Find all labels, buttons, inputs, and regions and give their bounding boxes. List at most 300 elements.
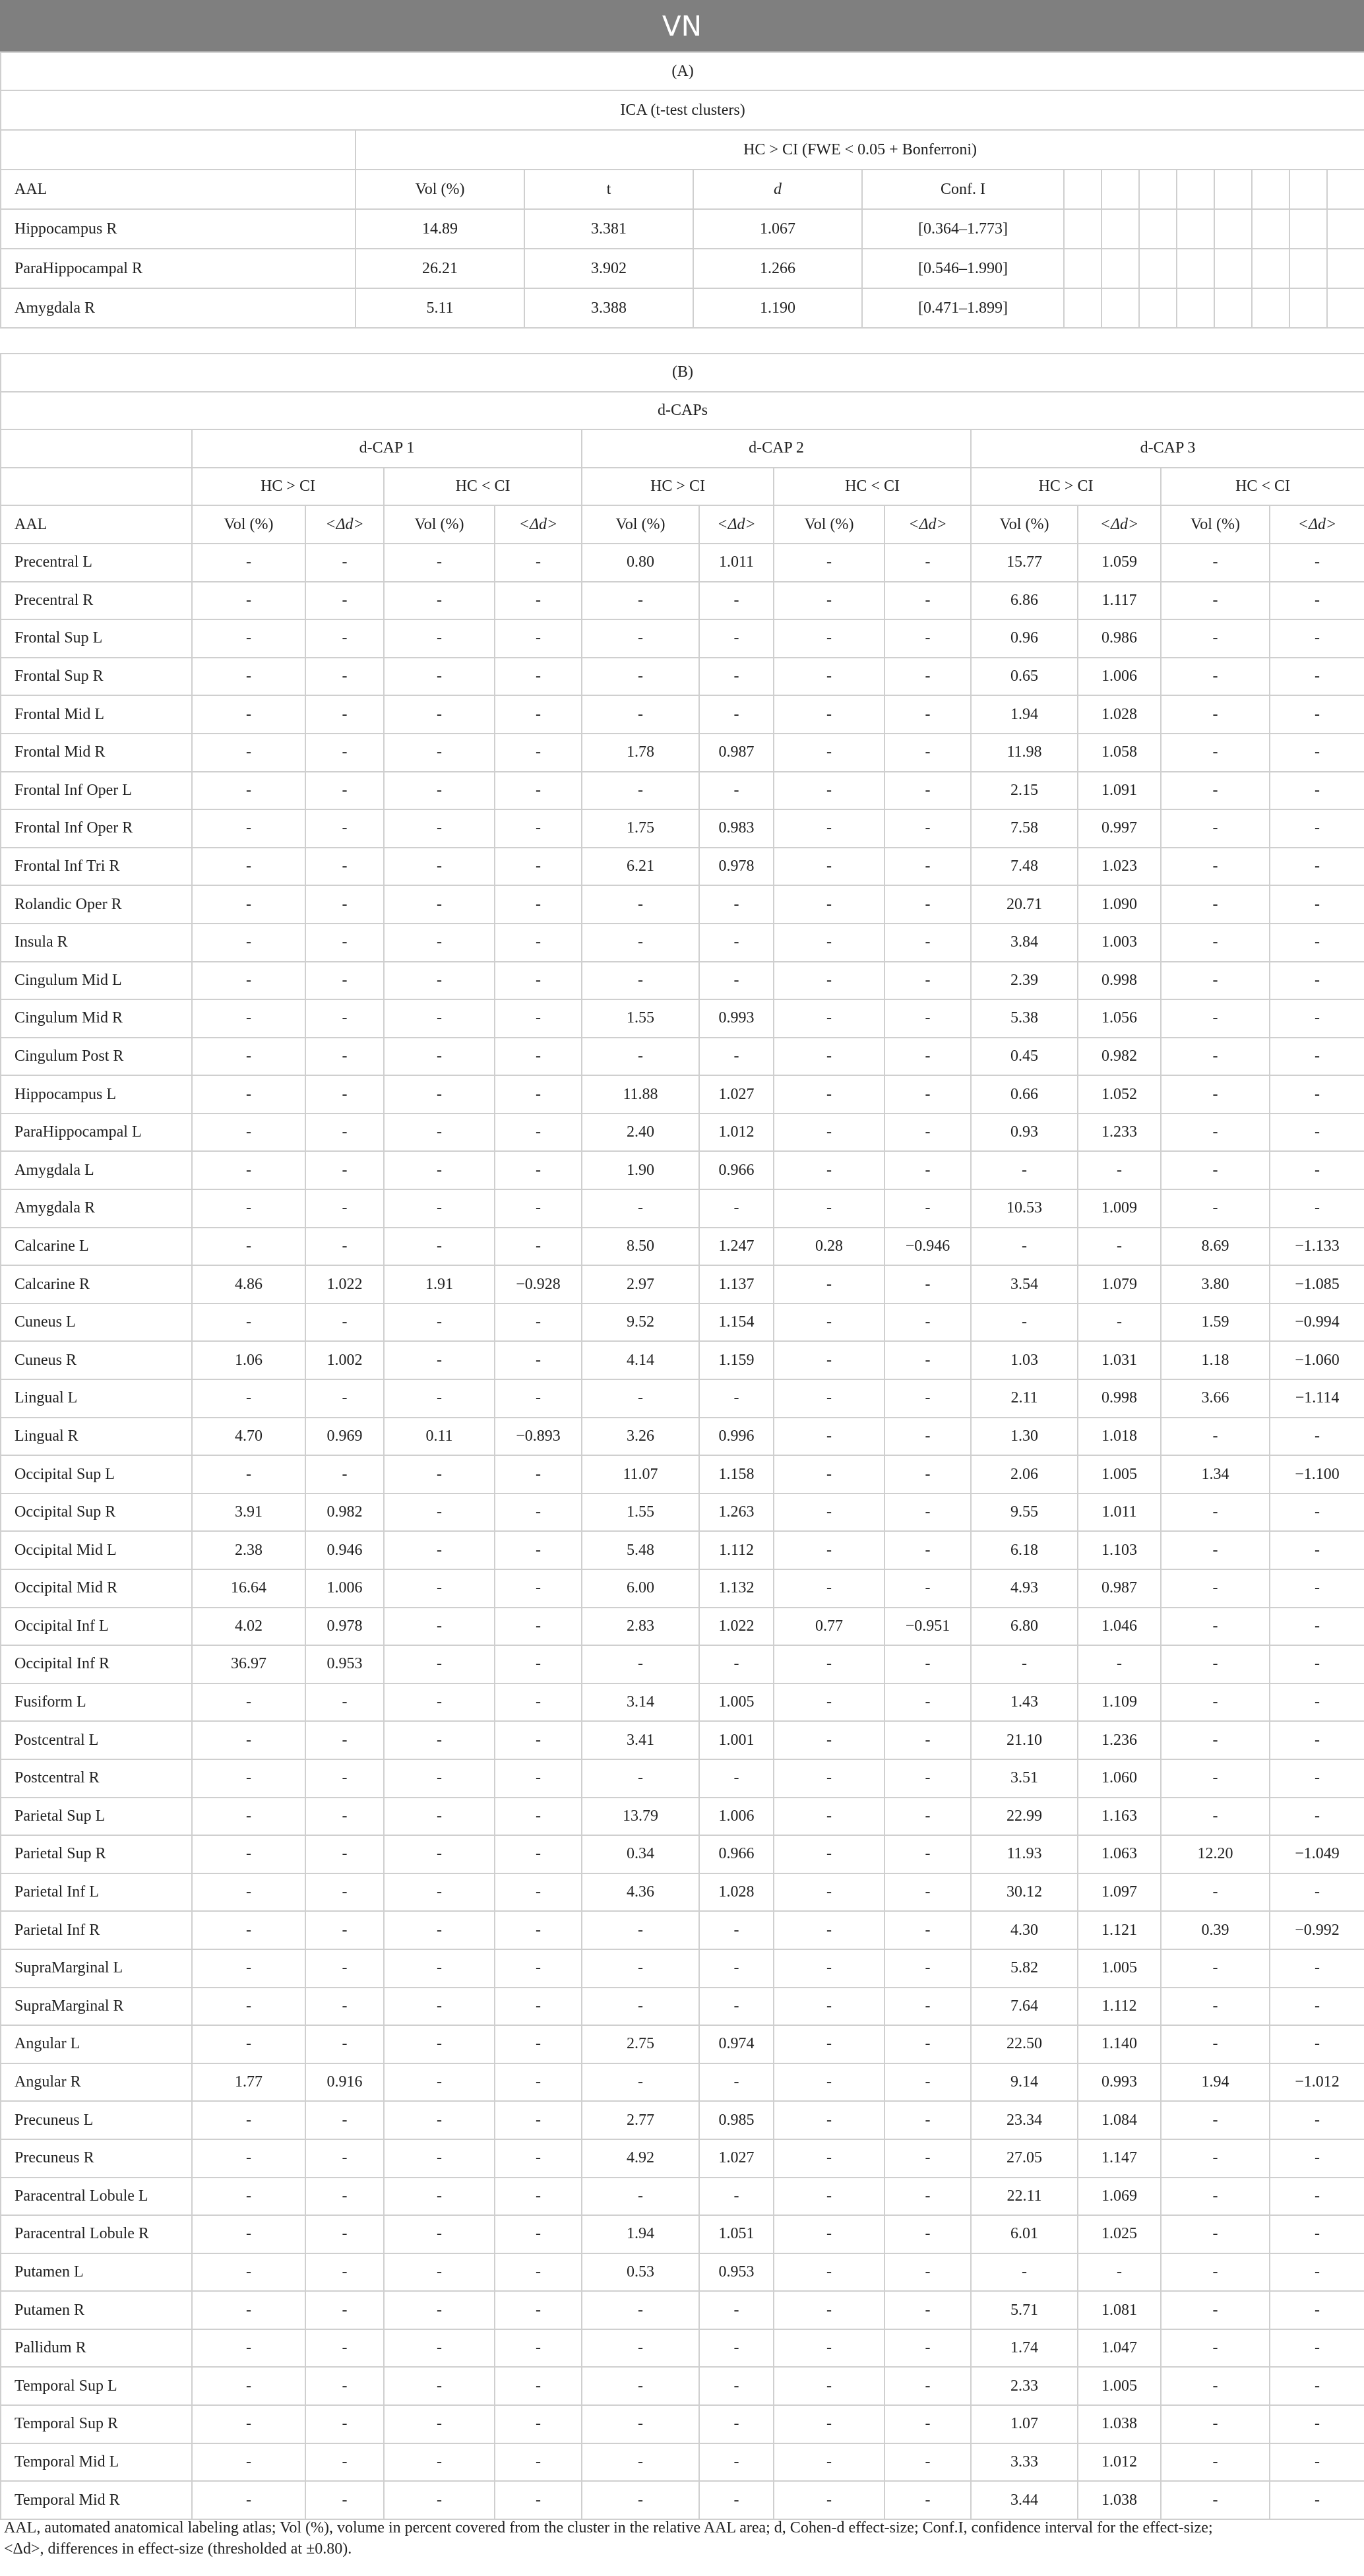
value-cell: 21.10 <box>971 1721 1078 1759</box>
footnote <box>0 2517 1364 2560</box>
value-cell: - <box>192 2481 305 2519</box>
table-row <box>1 1569 1364 1608</box>
value-cell: - <box>774 1835 884 1873</box>
value-cell: - <box>884 1569 971 1608</box>
value-cell: 6.80 <box>971 1608 1078 1646</box>
region-cell: Hippocampus L <box>1 1075 192 1114</box>
value-cell: - <box>774 1988 884 2026</box>
value-cell: - <box>884 1835 971 1873</box>
value-cell: - <box>1161 1189 1270 1228</box>
value-cell: 1.052 <box>1078 1075 1161 1114</box>
contrast-header: HC > CI <box>192 468 384 506</box>
empty-cell <box>1252 209 1289 249</box>
value-cell: 0.969 <box>305 1418 384 1456</box>
value-cell: 0.966 <box>699 1835 774 1873</box>
value-cell: - <box>305 1114 384 1152</box>
value-cell: - <box>192 2025 305 2063</box>
value-cell: - <box>699 695 774 734</box>
table-row <box>1 1189 1364 1228</box>
value-cell: - <box>305 1228 384 1266</box>
value-cell: 1.038 <box>1078 2405 1161 2443</box>
value-cell: 7.58 <box>971 809 1078 848</box>
value-cell: 0.997 <box>1078 809 1161 848</box>
value-cell: - <box>774 885 884 924</box>
value-cell: 1.266 <box>693 249 862 288</box>
value-cell: - <box>699 619 774 658</box>
table-row <box>1 544 1364 582</box>
value-cell: - <box>884 1798 971 1836</box>
value-cell: 1.263 <box>699 1493 774 1532</box>
value-cell: - <box>1270 885 1364 924</box>
value-cell: - <box>1161 2178 1270 2216</box>
value-cell: - <box>384 2329 495 2368</box>
table-row <box>1 809 1364 848</box>
value-cell: - <box>1161 695 1270 734</box>
table-row <box>1 1379 1364 1418</box>
value-cell: 1.154 <box>699 1304 774 1342</box>
empty-cell <box>1177 209 1214 249</box>
value-cell: 0.28 <box>774 1228 884 1266</box>
value-cell: - <box>1161 2215 1270 2253</box>
value-cell: - <box>1270 1721 1364 1759</box>
value-cell: - <box>495 1645 582 1683</box>
value-cell: 1.051 <box>699 2215 774 2253</box>
value-cell: - <box>192 2178 305 2216</box>
value-cell: 1.94 <box>1161 2063 1270 2102</box>
value-cell: - <box>774 2215 884 2253</box>
empty-cell <box>1139 249 1177 288</box>
value-cell: 6.86 <box>971 582 1078 620</box>
table-row <box>1 2329 1364 2368</box>
value-cell: - <box>884 848 971 886</box>
value-cell: - <box>884 2443 971 2482</box>
value-cell: 11.93 <box>971 1835 1078 1873</box>
value-cell: - <box>495 544 582 582</box>
value-cell: 1.005 <box>1078 1455 1161 1493</box>
value-cell: - <box>774 2405 884 2443</box>
value-cell: - <box>1078 1304 1161 1342</box>
empty-cell <box>1289 209 1327 249</box>
empty-cell <box>1139 170 1177 209</box>
value-cell: - <box>305 885 384 924</box>
table-row <box>1 1075 1364 1114</box>
table-b <box>0 353 1364 2520</box>
value-cell: - <box>884 1151 971 1189</box>
empty-cell <box>1064 288 1101 328</box>
value-cell: - <box>1161 734 1270 772</box>
value-cell: - <box>1161 2443 1270 2482</box>
value-cell: - <box>495 582 582 620</box>
value-cell: - <box>305 2139 384 2178</box>
value-cell: - <box>305 1304 384 1342</box>
value-cell: 1.022 <box>305 1265 384 1304</box>
value-cell: - <box>384 924 495 962</box>
value-cell: - <box>1161 544 1270 582</box>
value-cell: - <box>699 2443 774 2482</box>
value-cell: - <box>1161 2139 1270 2178</box>
value-cell: - <box>495 1949 582 1988</box>
table-row <box>1 2253 1364 2292</box>
value-cell: - <box>884 2215 971 2253</box>
value-cell: 5.82 <box>971 1949 1078 1988</box>
value-cell: 2.11 <box>971 1379 1078 1418</box>
value-cell: - <box>1161 999 1270 1038</box>
table-row <box>1 2025 1364 2063</box>
cap-header: d-CAP 3 <box>971 429 1364 468</box>
value-cell: - <box>305 999 384 1038</box>
value-cell: - <box>192 1228 305 1266</box>
value-cell: - <box>1078 1228 1161 1266</box>
value-cell: - <box>1270 2329 1364 2368</box>
value-cell: - <box>582 2178 699 2216</box>
value-cell: - <box>884 1873 971 1912</box>
region-cell: Occipital Mid L <box>1 1531 192 1569</box>
value-cell: - <box>305 1151 384 1189</box>
value-cell: - <box>774 1379 884 1418</box>
value-cell: 0.993 <box>1078 2063 1161 2102</box>
empty-cell <box>1064 170 1101 209</box>
value-cell: - <box>884 1038 971 1076</box>
value-cell: 1.047 <box>1078 2329 1161 2368</box>
value-cell: - <box>192 1873 305 1912</box>
value-cell: - <box>192 2405 305 2443</box>
value-cell: - <box>884 1379 971 1418</box>
value-cell: - <box>192 695 305 734</box>
value-cell: - <box>1270 1949 1364 1988</box>
value-cell: - <box>884 2291 971 2329</box>
value-cell: - <box>495 1721 582 1759</box>
value-cell: 3.33 <box>971 2443 1078 2482</box>
table-a-header-row <box>1 170 1364 209</box>
value-cell: - <box>495 1189 582 1228</box>
table-row <box>1 249 1364 288</box>
value-cell: 3.84 <box>971 924 1078 962</box>
value-cell: - <box>582 1911 699 1949</box>
value-cell: - <box>1270 1531 1364 1569</box>
value-cell: - <box>582 772 699 810</box>
value-cell: 1.046 <box>1078 1608 1161 1646</box>
value-cell: 16.64 <box>192 1569 305 1608</box>
value-cell: - <box>305 2178 384 2216</box>
value-cell: - <box>774 734 884 772</box>
value-cell: - <box>774 962 884 1000</box>
region-cell: Insula R <box>1 924 192 962</box>
value-cell: - <box>699 1759 774 1798</box>
value-cell: - <box>699 1645 774 1683</box>
value-cell: - <box>1161 2405 1270 2443</box>
value-cell: - <box>305 1835 384 1873</box>
value-cell: - <box>1270 1988 1364 2026</box>
region-cell: Postcentral R <box>1 1759 192 1798</box>
value-cell: - <box>884 2063 971 2102</box>
value-cell: - <box>305 695 384 734</box>
value-cell: - <box>884 1911 971 1949</box>
value-cell: - <box>774 1873 884 1912</box>
table-row <box>1 2178 1364 2216</box>
value-cell: - <box>774 1798 884 1836</box>
value-cell: 4.70 <box>192 1418 305 1456</box>
column-header: Vol (%) <box>356 170 524 209</box>
table-row <box>1 885 1364 924</box>
value-cell: - <box>495 2178 582 2216</box>
empty-cell <box>1214 209 1252 249</box>
table-row <box>1 1341 1364 1379</box>
value-cell: 0.993 <box>699 999 774 1038</box>
value-cell: 8.50 <box>582 1228 699 1266</box>
value-cell: - <box>495 619 582 658</box>
value-cell: 2.06 <box>971 1455 1078 1493</box>
table-row <box>1 1988 1364 2026</box>
table-row <box>1 2101 1364 2139</box>
empty-cell <box>1139 209 1177 249</box>
value-cell: [0.471–1.899] <box>862 288 1064 328</box>
value-cell: - <box>774 924 884 962</box>
value-cell: - <box>305 2025 384 2063</box>
table-row <box>1 924 1364 962</box>
value-cell: - <box>1270 999 1364 1038</box>
value-cell: [0.364–1.773] <box>862 209 1064 249</box>
region-cell: Amygdala L <box>1 1151 192 1189</box>
vol-header: Vol (%) <box>582 505 699 544</box>
value-cell: - <box>699 772 774 810</box>
value-cell: - <box>384 999 495 1038</box>
value-cell: 1.031 <box>1078 1341 1161 1379</box>
value-cell: - <box>192 1683 305 1722</box>
value-cell: - <box>774 1911 884 1949</box>
cap-header: d-CAP 2 <box>582 429 971 468</box>
value-cell: - <box>495 2139 582 2178</box>
value-cell: - <box>495 1114 582 1152</box>
value-cell: - <box>192 1114 305 1152</box>
value-cell: - <box>495 695 582 734</box>
value-cell: 26.21 <box>356 249 524 288</box>
table-row <box>1 1873 1364 1912</box>
value-cell: - <box>192 962 305 1000</box>
value-cell: 1.023 <box>1078 848 1161 886</box>
value-cell: - <box>192 1721 305 1759</box>
table-row <box>1 1911 1364 1949</box>
region-cell: Frontal Mid R <box>1 734 192 772</box>
value-cell: - <box>971 1645 1078 1683</box>
value-cell: - <box>582 1988 699 2026</box>
value-cell: - <box>699 2405 774 2443</box>
value-cell: - <box>1270 582 1364 620</box>
value-cell: - <box>192 1379 305 1418</box>
value-cell: - <box>384 2443 495 2482</box>
value-cell: 1.103 <box>1078 1531 1161 1569</box>
value-cell: - <box>774 1151 884 1189</box>
empty-cell <box>1289 288 1327 328</box>
vol-header: Vol (%) <box>192 505 305 544</box>
metric-header-row <box>1 505 1364 544</box>
table-a <box>0 51 1364 329</box>
value-cell: - <box>774 658 884 696</box>
value-cell: - <box>582 2405 699 2443</box>
value-cell: - <box>884 1949 971 1988</box>
value-cell: 1.012 <box>1078 2443 1161 2482</box>
region-cell: Lingual R <box>1 1418 192 1456</box>
value-cell: - <box>192 2367 305 2405</box>
value-cell: - <box>1161 2481 1270 2519</box>
value-cell: - <box>192 1988 305 2026</box>
value-cell: - <box>1270 1189 1364 1228</box>
value-cell: - <box>774 2253 884 2292</box>
value-cell: - <box>495 1873 582 1912</box>
value-cell: 3.388 <box>524 288 693 328</box>
delta-header: <Δd> <box>495 505 582 544</box>
value-cell: 0.953 <box>305 1645 384 1683</box>
value-cell: - <box>1270 2443 1364 2482</box>
value-cell: 0.65 <box>971 658 1078 696</box>
value-cell: - <box>305 1988 384 2026</box>
value-cell: - <box>384 544 495 582</box>
column-header: d <box>693 170 862 209</box>
value-cell: 1.002 <box>305 1341 384 1379</box>
value-cell: - <box>192 2291 305 2329</box>
value-cell: 0.996 <box>699 1418 774 1456</box>
value-cell: - <box>884 1304 971 1342</box>
value-cell: 4.86 <box>192 1265 305 1304</box>
value-cell: 4.93 <box>971 1569 1078 1608</box>
footnote-line-1: AAL, automated anatomical labeling atlas; Vol (%), volume in percent covered from the cluster in the relative AAL area; d, Cohen-d effect-size; Conf.I, confidence interval for the effect-size; <box>4 2519 1213 2536</box>
value-cell: - <box>699 2329 774 2368</box>
region-cell: Rolandic Oper R <box>1 885 192 924</box>
value-cell: - <box>1161 619 1270 658</box>
value-cell: - <box>1270 1493 1364 1532</box>
value-cell: - <box>582 2291 699 2329</box>
value-cell: 4.14 <box>582 1341 699 1379</box>
value-cell: - <box>1270 1418 1364 1456</box>
value-cell: 0.998 <box>1078 1379 1161 1418</box>
value-cell: 0.978 <box>699 848 774 886</box>
value-cell: - <box>495 885 582 924</box>
value-cell: - <box>192 1759 305 1798</box>
value-cell: 1.079 <box>1078 1265 1161 1304</box>
value-cell: - <box>384 2101 495 2139</box>
value-cell: - <box>582 1949 699 1988</box>
value-cell: - <box>192 734 305 772</box>
table-row <box>1 1038 1364 1076</box>
value-cell: - <box>384 1304 495 1342</box>
region-cell: Amygdala R <box>1 288 356 328</box>
value-cell: 1.038 <box>1078 2481 1161 2519</box>
value-cell: - <box>1270 1759 1364 1798</box>
value-cell: −1.012 <box>1270 2063 1364 2102</box>
value-cell: - <box>1161 848 1270 886</box>
value-cell: - <box>1161 1608 1270 1646</box>
value-cell: - <box>774 848 884 886</box>
value-cell: 0.998 <box>1078 962 1161 1000</box>
value-cell: - <box>699 2481 774 2519</box>
value-cell: 3.14 <box>582 1683 699 1722</box>
value-cell: - <box>582 695 699 734</box>
value-cell: - <box>1270 962 1364 1000</box>
value-cell: 1.03 <box>971 1341 1078 1379</box>
value-cell: 1.018 <box>1078 1418 1161 1456</box>
value-cell: 23.34 <box>971 2101 1078 2139</box>
value-cell: - <box>582 619 699 658</box>
value-cell: 1.94 <box>971 695 1078 734</box>
value-cell: 1.012 <box>699 1114 774 1152</box>
value-cell: 0.946 <box>305 1531 384 1569</box>
value-cell: 4.92 <box>582 2139 699 2178</box>
value-cell: - <box>1161 1114 1270 1152</box>
value-cell: - <box>384 2215 495 2253</box>
value-cell: - <box>384 1531 495 1569</box>
table-row <box>1 2443 1364 2482</box>
value-cell: 11.07 <box>582 1455 699 1493</box>
value-cell: 1.132 <box>699 1569 774 1608</box>
value-cell: - <box>192 1455 305 1493</box>
table-row <box>1 962 1364 1000</box>
value-cell: - <box>495 1379 582 1418</box>
value-cell: - <box>774 1038 884 1076</box>
value-cell: 6.01 <box>971 2215 1078 2253</box>
empty-cell <box>1327 288 1364 328</box>
table-row <box>1 288 1364 328</box>
value-cell: - <box>1270 2367 1364 2405</box>
empty-cell <box>1214 288 1252 328</box>
contrast-header: HC < CI <box>384 468 582 506</box>
value-cell: - <box>1270 2481 1364 2519</box>
region-cell: SupraMarginal R <box>1 1988 192 2026</box>
value-cell: - <box>774 1265 884 1304</box>
value-cell: - <box>192 999 305 1038</box>
value-cell: - <box>495 1569 582 1608</box>
value-cell: - <box>1270 1151 1364 1189</box>
value-cell: - <box>495 2215 582 2253</box>
region-cell: Postcentral L <box>1 1721 192 1759</box>
value-cell: [0.546–1.990] <box>862 249 1064 288</box>
value-cell: 4.30 <box>971 1911 1078 1949</box>
value-cell: - <box>774 2101 884 2139</box>
value-cell: 1.121 <box>1078 1911 1161 1949</box>
value-cell: - <box>884 2329 971 2368</box>
value-cell: 6.21 <box>582 848 699 886</box>
value-cell: 1.06 <box>192 1341 305 1379</box>
value-cell: - <box>384 1911 495 1949</box>
value-cell: 22.99 <box>971 1798 1078 1836</box>
empty-cell <box>1289 170 1327 209</box>
value-cell: - <box>495 848 582 886</box>
table-row <box>1 1759 1364 1798</box>
value-cell: - <box>884 734 971 772</box>
value-cell: −1.049 <box>1270 1835 1364 1873</box>
value-cell: - <box>305 1038 384 1076</box>
value-cell: - <box>305 1721 384 1759</box>
region-cell: Calcarine L <box>1 1228 192 1266</box>
value-cell: - <box>384 2025 495 2063</box>
value-cell: - <box>1078 1645 1161 1683</box>
table-a-label: (A) <box>1 52 1364 90</box>
value-cell: 1.94 <box>582 2215 699 2253</box>
value-cell: - <box>305 2291 384 2329</box>
region-cell: Parietal Sup L <box>1 1798 192 1836</box>
value-cell: - <box>1270 1569 1364 1608</box>
value-cell: - <box>774 2291 884 2329</box>
table-row <box>1 1949 1364 1988</box>
value-cell: - <box>971 1304 1078 1342</box>
value-cell: - <box>384 1151 495 1189</box>
vol-header: Vol (%) <box>774 505 884 544</box>
value-cell: - <box>384 1988 495 2026</box>
value-cell: 1.009 <box>1078 1189 1161 1228</box>
value-cell: - <box>495 809 582 848</box>
value-cell: - <box>582 1759 699 1798</box>
value-cell: 3.41 <box>582 1721 699 1759</box>
value-cell: - <box>884 2253 971 2292</box>
value-cell: - <box>1161 2101 1270 2139</box>
